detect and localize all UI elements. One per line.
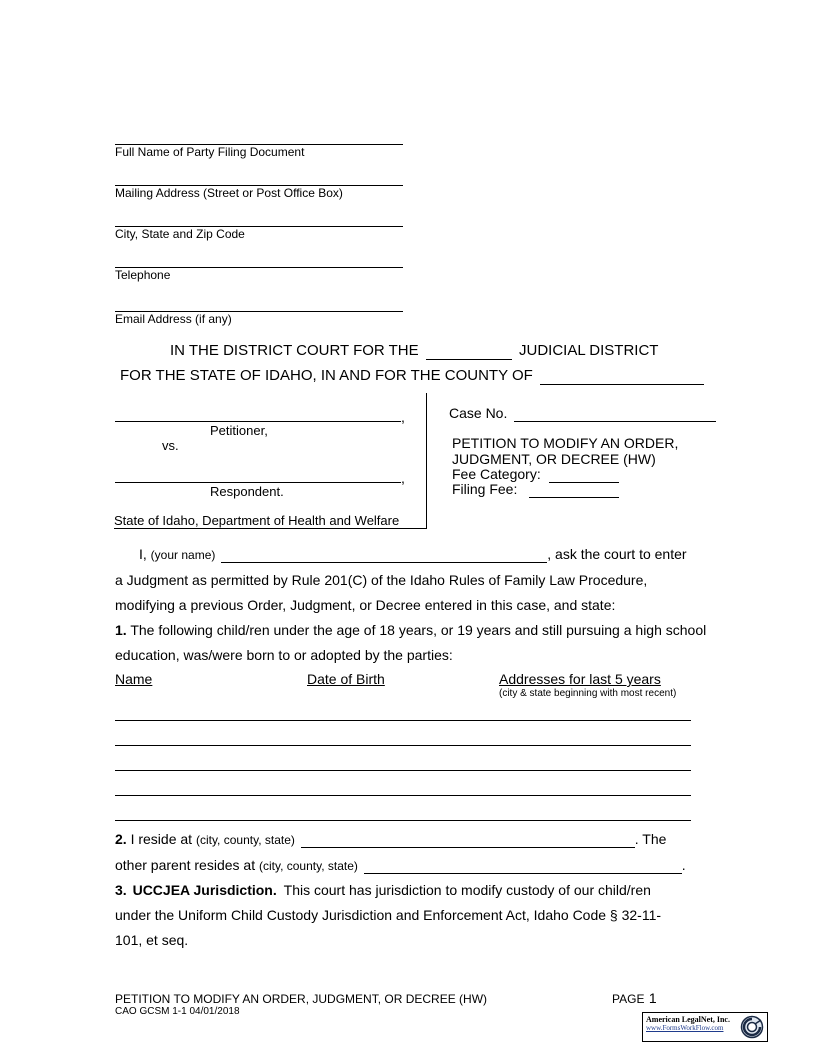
item2-line2: [115, 857, 686, 874]
item2-text: I reside at: [130, 831, 193, 847]
child-row-line[interactable]: [115, 745, 691, 746]
case-number-row: [449, 405, 716, 422]
intro-end: , ask the court to enter: [547, 546, 687, 562]
intro-line2: a Judgment as permitted by Rule 201(C) of the Idaho Rules of Family Law Procedure,: [115, 572, 648, 588]
telephone-label: Telephone: [115, 268, 171, 282]
mailing-address-label: Mailing Address (Street or Post Office Box): [115, 186, 343, 200]
item3-number: 3.: [115, 882, 127, 898]
intro-i: I,: [139, 546, 147, 562]
respondent-label: Respondent.: [210, 484, 284, 499]
item1-line1: [115, 622, 706, 638]
item2-end: . The: [634, 831, 667, 847]
item3-line3: 101, et seq.: [115, 932, 189, 948]
intro-line3: modifying a previous Order, Judgment, or Decree entered in this case, and state:: [115, 597, 616, 613]
petitioner-comma: ,: [401, 409, 405, 425]
vs-label: vs.: [162, 438, 179, 453]
court-heading-line2: [120, 367, 704, 385]
respondent-comma: ,: [401, 470, 405, 486]
city-state-zip-label: City, State and Zip Code: [115, 227, 245, 241]
item3-text: This court has jurisdiction to modify custody of our child/ren: [283, 882, 651, 898]
item2-number: 2.: [115, 831, 127, 847]
footer-code: CAO GCSM 1-1 04/01/2018: [115, 1006, 240, 1017]
respondent-name-line[interactable]: [115, 482, 401, 483]
page-label: PAGE: [612, 992, 645, 1006]
globe-icon: [740, 1015, 764, 1039]
caption-bottom-rule: [114, 528, 426, 529]
filing-fee-row: [452, 481, 619, 498]
item2-line1: [115, 831, 666, 848]
column-header-name: Name: [115, 671, 153, 687]
page-number: 1: [648, 990, 657, 1006]
other-parent-residence-blank[interactable]: [364, 857, 682, 874]
item1-line2: education, was/were born to or adopted by the parties:: [115, 647, 453, 663]
publisher-logo-text: [646, 1015, 738, 1039]
court-heading-line1: [170, 342, 658, 360]
item3-heading: UCCJEA Jurisdiction.: [132, 882, 277, 898]
item1-text: The following child/ren under the age of 18 years, or 19 years and still pursuing a high school: [130, 622, 707, 638]
court-line1-suffix: JUDICIAL DISTRICT: [518, 342, 659, 359]
your-name-hint: (your name): [150, 548, 216, 562]
my-residence-blank[interactable]: [301, 831, 635, 848]
case-number-label: Case No.: [449, 405, 508, 421]
full-name-label: Full Name of Party Filing Document: [115, 145, 305, 159]
item1-number: 1.: [115, 622, 127, 638]
footer-page: [612, 990, 657, 1008]
child-row-line[interactable]: [115, 820, 691, 821]
intro-line1: [139, 546, 687, 563]
petitioner-name-line[interactable]: [115, 421, 401, 422]
child-row-line[interactable]: [115, 720, 691, 721]
column-header-addresses: Addresses for last 5 years: [499, 671, 661, 687]
email-label: Email Address (if any): [115, 312, 232, 326]
your-name-blank[interactable]: [221, 546, 547, 563]
item2-end2: .: [681, 857, 686, 873]
case-number-blank[interactable]: [514, 405, 716, 422]
court-line2-text: FOR THE STATE OF IDAHO, IN AND FOR THE COUNTY OF: [120, 367, 533, 384]
column-header-dob: Date of Birth: [307, 671, 385, 687]
item3-line1: [115, 882, 651, 898]
item2-line2-text: other parent resides at: [115, 857, 256, 873]
document-title-line2: JUDGMENT, OR DECREE (HW): [452, 451, 656, 467]
fee-category-label: Fee Category:: [452, 466, 541, 482]
publisher-logo[interactable]: [642, 1012, 768, 1042]
county-blank[interactable]: [540, 367, 704, 385]
caption-vertical-rule: [426, 393, 427, 529]
footer-title: PETITION TO MODIFY AN ORDER, JUDGMENT, OR DECREE (HW): [115, 992, 488, 1006]
court-line1-prefix: IN THE DISTRICT COURT FOR THE: [170, 342, 419, 359]
item3-line2: under the Uniform Child Custody Jurisdiction and Enforcement Act, Idaho Code § 32-11-: [115, 907, 662, 923]
judicial-district-blank[interactable]: [426, 342, 512, 360]
child-row-line[interactable]: [115, 770, 691, 771]
state-party-label: State of Idaho, Department of Health and Welfare: [114, 513, 400, 528]
child-row-line[interactable]: [115, 795, 691, 796]
document-title-line1: PETITION TO MODIFY AN ORDER,: [452, 435, 679, 451]
petitioner-label: Petitioner,: [210, 423, 268, 438]
publisher-url: www.FormsWorkFlow.com: [646, 1024, 724, 1032]
column-header-addresses-hint: (city & state beginning with most recent): [499, 688, 677, 699]
filing-fee-blank[interactable]: [529, 481, 619, 498]
filing-fee-label: Filing Fee:: [452, 481, 518, 497]
item2-hint: (city, county, state): [195, 833, 295, 847]
publisher-company: American LegalNet, Inc.: [646, 1015, 730, 1024]
item2-hint2: (city, county, state): [258, 859, 358, 873]
